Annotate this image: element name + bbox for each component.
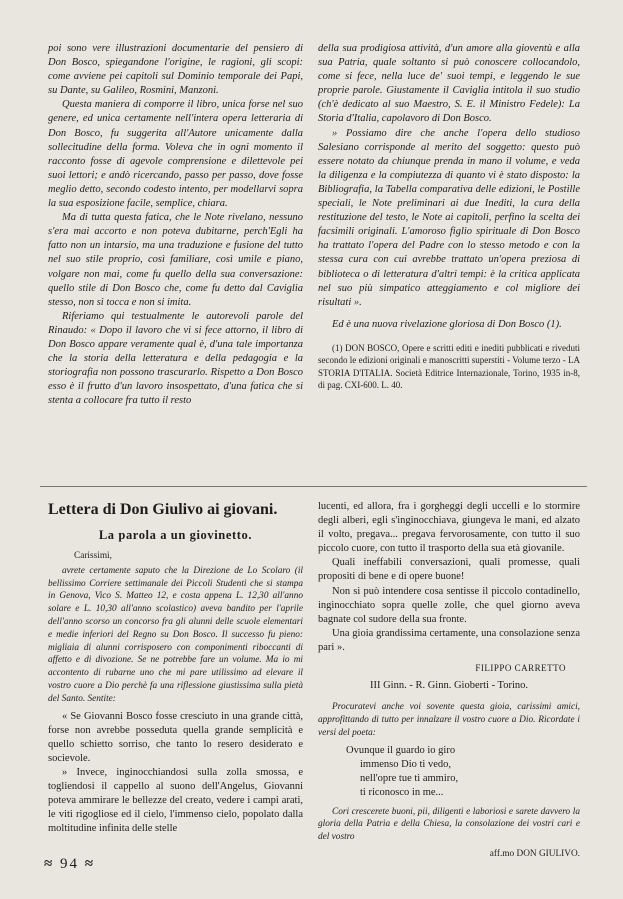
top-right-column [318,42,580,392]
quote-paragraph: lucenti, ed allora, fra i gorgheggi degli uccelli e lo stormire degli alberi, egli s'inginocchiava, giungeva le mani, ed alzato il volto, pregava... pregava fervorosamente, con tutto il suo piccolo cuore, con tutto il trasporto della sua età giovanile. [318,501,580,555]
paragraph: » Possiamo dire che anche l'opera dello studioso Salesiano corrisponde al merito del soggetto: questo può essere notato da chiunque prenda in mano il volume, e veda la diligenza e la compiutezza di quanto vi è stato disposto: la Bibliografia, la Tabella comparativa delle edizioni, le Postille speciali, le Note preliminari ai due Inediti, la cura della restituzione del testo, le Note ai capitoli, perfino la scelta dei facsimili originali. L'amoroso figlio spirituale di Don Bosco ha trattato l'opera del Padre con lo stesso metodo e con la stessa cura con cui avrebbe trattato un'opera preziosa di biblioteca o di letteratura d'altri tempi: è la critica applicata nel suo più simpatico atteggiamento e col migliore dei risultati ». [318,127,580,308]
author-signature: FILIPPO CARRETTO [475,663,566,674]
letter-intro: avrete certamente saputo che la Direzione de Lo Scolaro (il bellissimo Corriere settimanale dei Piccoli Studenti che si stampa in Genova, Vico S. Matteo 12, e costa appena L. 12,30 all'anno solare e L. 10,30 all'anno scolastico) aveva bandito per l'aprile dell'anno scorso un concorso fra gli alunni delle scuole elementari e medie inferiori del Regno su Don Bosco. Il successo fu pieno: migliaia di alunni corrisposero con componimenti riboccanti di affetto e di divozione. Se ne potrebbe fare un volume. Ma io mi accontento di rubarne uno che mi pare utilissimo ad elevare il vostro cuore a Dio perchè fa una riflessione giustissima sulla pietà del Santo. Sentite: [48,565,303,704]
quote-paragraph: « Se Giovanni Bosco fosse cresciuto in una grande città, forse non avrebbe posseduta quella grande semplicità e quello schietto sorriso, che tanto lo resero desiderato e socievole. [48,710,303,764]
paragraph: della sua prodigiosa attività, d'un amore alla gioventù e alla sua Patria, quale soltanto si può conoscere collocandolo, come si fece, nella luce de' suoi tempi, e leggendo le sue proprie parole. Giustamente il Caviglia intitola il suo studio (ch'è dedicato al suo Maestro, S. E. il Ministro Fedele): La Storia d'Italia, capolavoro di Don Bosco. [318,43,580,125]
paragraph: poi sono vere illustrazioni documentarie del pensiero di Don Bosco, spiegandone l'origine, le ragioni, gli scopi: come avviene pei capitoli sul Dominio temporale dei Papi, su Dante, su Galileo, Rosmini, Manzoni. [48,43,303,97]
ornament: ≈ [84,856,95,872]
paragraph: Riferiamo qui testualmente le autorevoli parole del Rinaudo: « Dopo il lavoro che vi si fece attorno, il libro di Don Bosco appare veramente qual è, d'una tale importanza che la storia della letteratura e della pedagogia e la storiografia non possono trascurarlo. Rispetto a Don Bosco esso è il frutto d'un lavoro insospettato, d'una fatica che si stenta a collocare fra tutto il resto [48,310,303,407]
letter-title: Lettera di Don Giulivo ai giovani. [48,501,278,518]
paragraph: Ma di tutta questa fatica, che le Note rivelano, nessuno s'era mai accorto e non poteva dubitarne, perch'Egli ha fatto non un intarsio, ma una traduzione e fusione del tutto nel suo stile proprio, così familiare, così umile e piano, volgare non mai, come fu quello della sua conversazione: quello stile di Don Bosco che, come fu detto dal Caviglia stesso, non si tocca e non si imita. [48,212,303,308]
quote-paragraph: Non si può intendere cosa sentisse il piccolo contadinello, inginocchiato sopra quelle zolle, che quel giorno aveva bagnate col sudore della sua fronte. [318,585,580,625]
letter-right-column [318,500,580,861]
quote-paragraph: Una gioia grandissima certamente, una consolazione senza pari ». [318,627,580,653]
ornament: ≈ [44,856,55,872]
paragraph: Ed è una nuova rivelazione gloriosa di Don Bosco (1). [332,318,562,330]
greeting: Carissimi, [74,551,112,562]
author-school: III Ginn. - R. Ginn. Gioberti - Torino. [369,680,528,692]
paragraph: Questa maniera di comporre il libro, unica forse nel suo genere, ed unica certamente nell'intera opera letteraria di Don Bosco, fu suggerita all'Autore unicamente dalla sollecitudine della forma. Voleva che in ogni momento il racconto fosse di agevole comprensione e dilettevole pei suoi lettori; e andò ricercando, passo per passo, dove fosse meglio detto, secondo codesto intento, per modellarvi sopra la sua esposizione facile, semplice, chiara. [48,99,303,210]
quote-paragraph: Quali ineffabili conversazioni, quali promesse, quali propositi di bene e di opere buone! [318,557,580,583]
letter-subtitle: La parola a un giovinetto. [98,528,253,542]
letter-left-column [48,500,303,837]
poem-line: immenso Dio ti vedo, [360,758,451,770]
footnote: (1) DON BOSCO, Opere e scritti editi e inediti pubblicati e riveduti secondo le edizioni originali e manoscritti superstiti - Volume terzo - LA STORIA D'ITALIA. Società Editrice Internazionale, Torino, 1935 in-8, di pag. CXI-600. L. 40. [318,342,580,391]
page-number-value: 94 [59,856,79,872]
letter-paragraph: Procuratevi anche voi sovente questa gioia, carissimi amici, approfittando di tutto per innalzare il vostro cuore a Dio. Ricordate i versi del poeta: [318,702,580,738]
quote-paragraph: » Invece, inginocchiandosi sulla zolla smossa, e togliendosi il cappello al suono dell'Angelus, Giovanni poteva ammirare le bellezze del creato, vedere i campi arati, le viti rigogliose ed il cielo, l'immenso cielo, popolato dalla moltitudine infinita delle stelle [48,767,303,835]
poem-line: ti riconosco in me... [360,786,444,798]
page-number [44,856,95,873]
top-left-column [48,42,303,408]
poem-line: nell'opre tue ti ammiro, [360,772,459,784]
letter-closing: aff.mo DON GIULIVO. [489,849,580,859]
letter-paragraph: Cori crescerete buoni, pii, diligenti e laboriosi e sarete davvero la gloria della Patria e della Chiesa, la consolazione dei vostri cari e del vostro [318,806,580,843]
poem-line: Ovunque il guardo io giro [346,744,456,756]
poem [346,744,580,800]
section-divider [40,486,587,487]
